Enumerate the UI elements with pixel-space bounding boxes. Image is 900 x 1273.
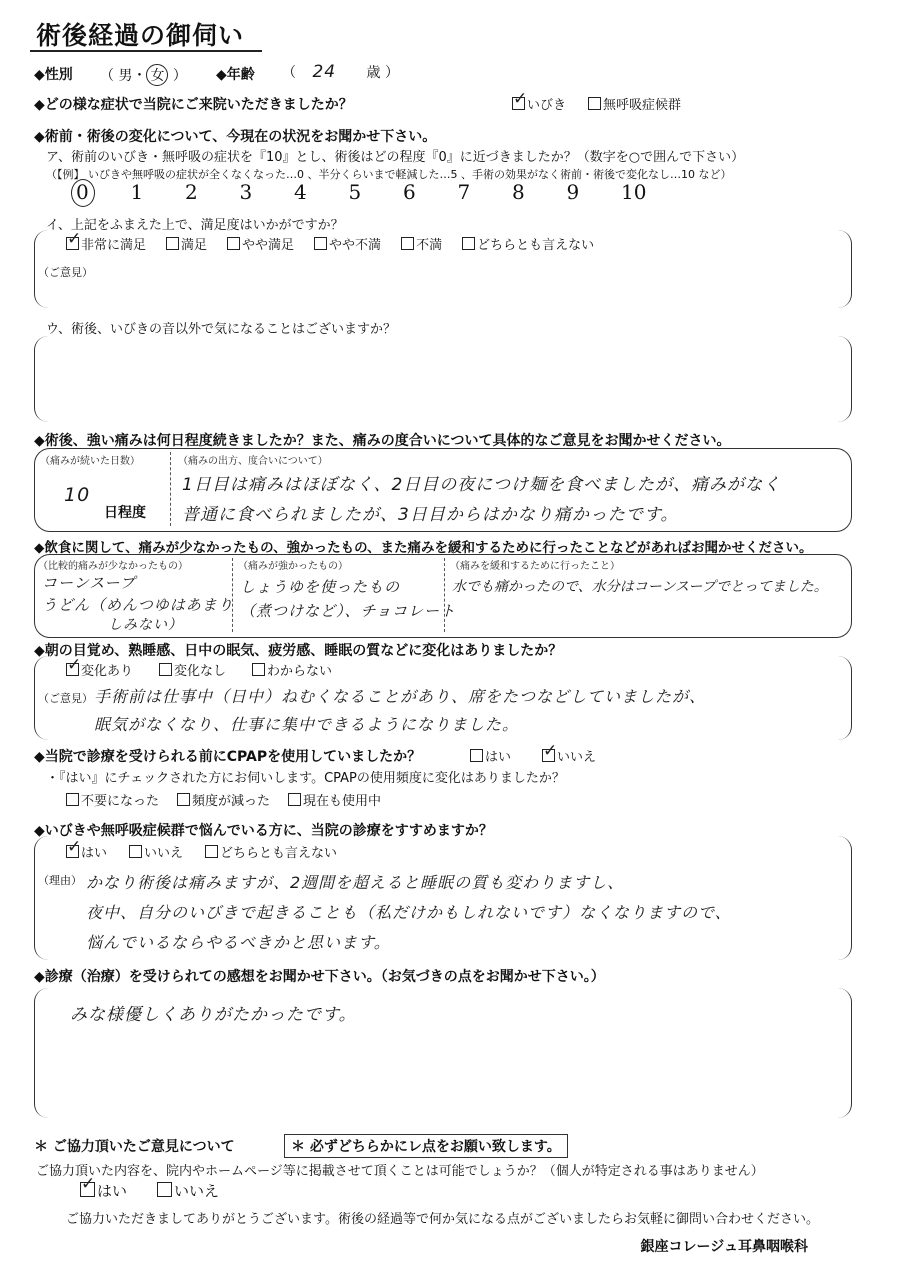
sex-option-male[interactable]: 男: [118, 68, 133, 84]
title-underline: [30, 50, 262, 52]
sleep-option[interactable]: わからない: [252, 660, 332, 679]
sleep-answer-line1[interactable]: 手術前は仕事中（日中）ねむくなることがあり、席をたつなどしていましたが、: [94, 687, 707, 706]
food-col2-line2[interactable]: （煮つけなど）、チョコレート: [240, 602, 457, 620]
recommend-question: ◆いびきや無呼吸症候群で悩んでいる方に、当院の診療をすすめますか？: [34, 823, 493, 839]
food-col1-label: （比較的痛みが少なかったもの）: [38, 561, 188, 572]
pain-divider: [170, 452, 171, 526]
food-col1-line1[interactable]: コーンスープ: [42, 574, 136, 592]
cpap-question: ◆当院で診療を受けられる前にCPAPを使用していましたか？: [34, 749, 422, 765]
permission-option-no[interactable]: いいえ: [157, 1180, 219, 1201]
change-question: ◆術前・術後の変化について、今現在の状況をお聞かせ下さい。: [34, 129, 437, 145]
age-value: 24: [312, 62, 337, 82]
satisfaction-option[interactable]: 満足: [166, 234, 207, 253]
pain-detail-label: （痛みの出方、度合いについて）: [178, 456, 328, 467]
concern-question: ウ、術後、いびきの音以外で気になることはございますか？: [46, 322, 396, 337]
impression-question: ◆診療（治療）を受けられての感想をお聞かせ下さい。（お気づきの点をお聞かせ下さい。）: [34, 969, 605, 985]
age-paren-close: ）: [385, 65, 399, 81]
recommend-option[interactable]: いいえ: [129, 842, 183, 861]
food-col3-label: （痛みを緩和するために行ったこと）: [450, 561, 620, 572]
score-option-3[interactable]: 3: [239, 180, 253, 204]
symptom-question: ◆どの様な症状で当院にご来院いただきましたか？: [34, 97, 353, 113]
sex-label: ◆性別: [34, 67, 73, 83]
score-option-8[interactable]: 8: [512, 180, 525, 204]
opinion-label: （ご意見）: [38, 266, 93, 279]
footer-permission-options: [80, 1180, 219, 1201]
concern-box[interactable]: [34, 336, 852, 422]
cpap-followup-options: [66, 790, 381, 809]
pain-days-label: （痛みが続いた日数）: [40, 456, 140, 467]
sleep-option[interactable]: ✓変化あり: [66, 660, 133, 679]
clinic-name: 銀座コレージュ耳鼻咽喉科: [640, 1239, 808, 1255]
food-question: ◆飲食に関して、痛みが少なかったもの、強かったもの、また痛みを緩和するために行ったことなどがあればお聞かせください。: [34, 540, 813, 556]
recommend-answer-line1[interactable]: かなり術後は痛みますが、2週間を超えると睡眠の質も変わりますし、: [86, 873, 625, 892]
satisfaction-option[interactable]: やや満足: [227, 234, 294, 253]
food-col3-line1[interactable]: 水でも痛かったので、水分はコーンスープでとってました。: [452, 579, 828, 595]
sleep-options: [66, 660, 332, 679]
food-col1-line2[interactable]: うどん（めんつゆはあまり: [42, 596, 234, 614]
score-option-4[interactable]: 4: [294, 180, 307, 204]
age-field[interactable]: [282, 62, 399, 82]
cpap-followup: ・『はい』にチェックされた方にお伺いします。CPAPの使用頻度に変化はありましたか？: [46, 771, 565, 786]
score-option-1[interactable]: 1: [130, 180, 144, 204]
food-col2-label: （痛みが強かったもの）: [238, 561, 348, 572]
satisfaction-option[interactable]: ✓非常に満足: [66, 234, 146, 253]
footer-thanks: ご協力いただきましてありがとうございます。術後の経過等で何か気になる点がございましたらお気軽に御問い合わせください。: [66, 1212, 819, 1227]
satisfaction-options: [66, 234, 594, 253]
sex-option-female[interactable]: 女: [146, 64, 168, 86]
age-unit: 歳: [366, 65, 381, 81]
permission-option-yes[interactable]: ✓はい: [80, 1180, 127, 1201]
cpap-option-yes[interactable]: はい: [470, 746, 511, 765]
age-label: ◆年齢: [216, 67, 255, 83]
checkbox-checked[interactable]: [512, 97, 525, 110]
footer-permission: ご協力頂いた内容を、院内やホームページ等に掲載させて頂くことは可能でしょうか？（個人が特定される事はありません）: [36, 1164, 764, 1179]
sleep-option[interactable]: 変化なし: [159, 660, 226, 679]
pain-question: ◆術後、強い痛みは何日程度続きましたか？また、痛みの度合いについて具体的なご意見をお聞かせください。: [34, 433, 731, 449]
score-option-10[interactable]: 10: [621, 180, 647, 204]
cpap-followup-option[interactable]: 頻度が減った: [177, 790, 270, 809]
sex-separator: ・: [132, 68, 147, 84]
recommend-option[interactable]: どちらとも言えない: [205, 842, 337, 861]
cpap-followup-option[interactable]: 不要になった: [66, 790, 159, 809]
pain-answer-line2[interactable]: 普通に食べられましたが、3日目からはかなり痛かったです。: [182, 505, 679, 525]
change-sub-a: ア、術前のいびき・無呼吸の症状を『10』とし、術後はどの程度『0』に近づきましたか？（数字を○で囲んで下さい）: [46, 150, 745, 165]
selected-score-circle: [71, 179, 95, 207]
change-example: （【例】 いびきや無呼吸の症状が全くなくなった…0 、半分くらいまで軽減した…5 、手術の効果がなく術前・術後で変化なし…10 など）: [46, 168, 732, 181]
recommend-answer-line3[interactable]: 悩んでいるならやるべきかと思います。: [86, 933, 391, 952]
page-title: 術後経過の御伺い: [36, 21, 245, 50]
satisfaction-option[interactable]: どちらとも言えない: [462, 234, 594, 253]
pain-days-unit: 日程度: [104, 505, 146, 521]
recommend-answer-line2[interactable]: 夜中、自分のいびきで起きることも（私だけかもしれないです）なくなりますので、: [86, 903, 732, 922]
impression-answer-line1[interactable]: みな様優しくありがたかったです。: [70, 1005, 357, 1025]
satisfaction-option[interactable]: やや不満: [314, 234, 381, 253]
symptom-option-snoring[interactable]: ✓ いびき: [512, 94, 566, 113]
sex-field: [100, 64, 187, 86]
score-option-7[interactable]: 7: [457, 180, 471, 204]
recommend-reason-label: （理由）: [38, 874, 82, 887]
food-col2-line1[interactable]: しょうゆを使ったもの: [240, 578, 401, 596]
pain-answer-line1[interactable]: 1日目は痛みはほぼなく、2日目の夜につけ麺を食べましたが、痛みがなく: [182, 475, 781, 495]
score-option-9[interactable]: 9: [566, 180, 580, 204]
food-col1-line3[interactable]: しみない）: [108, 617, 183, 633]
satisfaction-option[interactable]: 不満: [401, 234, 442, 253]
score-option-5[interactable]: 5: [348, 180, 362, 204]
checkbox[interactable]: [588, 97, 601, 110]
score-scale: [76, 180, 676, 204]
sleep-question: ◆朝の目覚め、熟睡感、日中の眠気、疲労感、睡眠の質などに変化はありましたか？: [34, 643, 563, 659]
sex-paren-close: ）: [172, 68, 187, 84]
sex-paren-open: （: [100, 68, 114, 84]
recommend-option[interactable]: ✓はい: [66, 842, 107, 861]
cpap-followup-option[interactable]: 現在も使用中: [288, 790, 381, 809]
footer-note-emphasis: ＊ 必ずどちらかにレ点をお願い致します。: [284, 1134, 568, 1158]
cpap-option-no[interactable]: ✓ いいえ: [542, 746, 596, 765]
score-option-0[interactable]: 0: [76, 180, 131, 204]
footer-note-title: ＊ ご協力頂いたご意見について: [34, 1139, 235, 1155]
pain-days-value[interactable]: 10: [64, 484, 91, 506]
sleep-opinion-label: （ご意見）: [38, 692, 93, 705]
satisfaction-question: イ、上記をふまえた上で、満足度はいかがですか？: [46, 218, 344, 233]
age-paren-open: （: [282, 65, 296, 81]
symptom-option-apnea[interactable]: 無呼吸症候群: [588, 94, 681, 113]
sleep-answer-line2[interactable]: 眠気がなくなり、仕事に集中できるようになりました。: [94, 715, 520, 734]
score-option-2[interactable]: 2: [185, 180, 198, 204]
score-option-6[interactable]: 6: [403, 180, 416, 204]
